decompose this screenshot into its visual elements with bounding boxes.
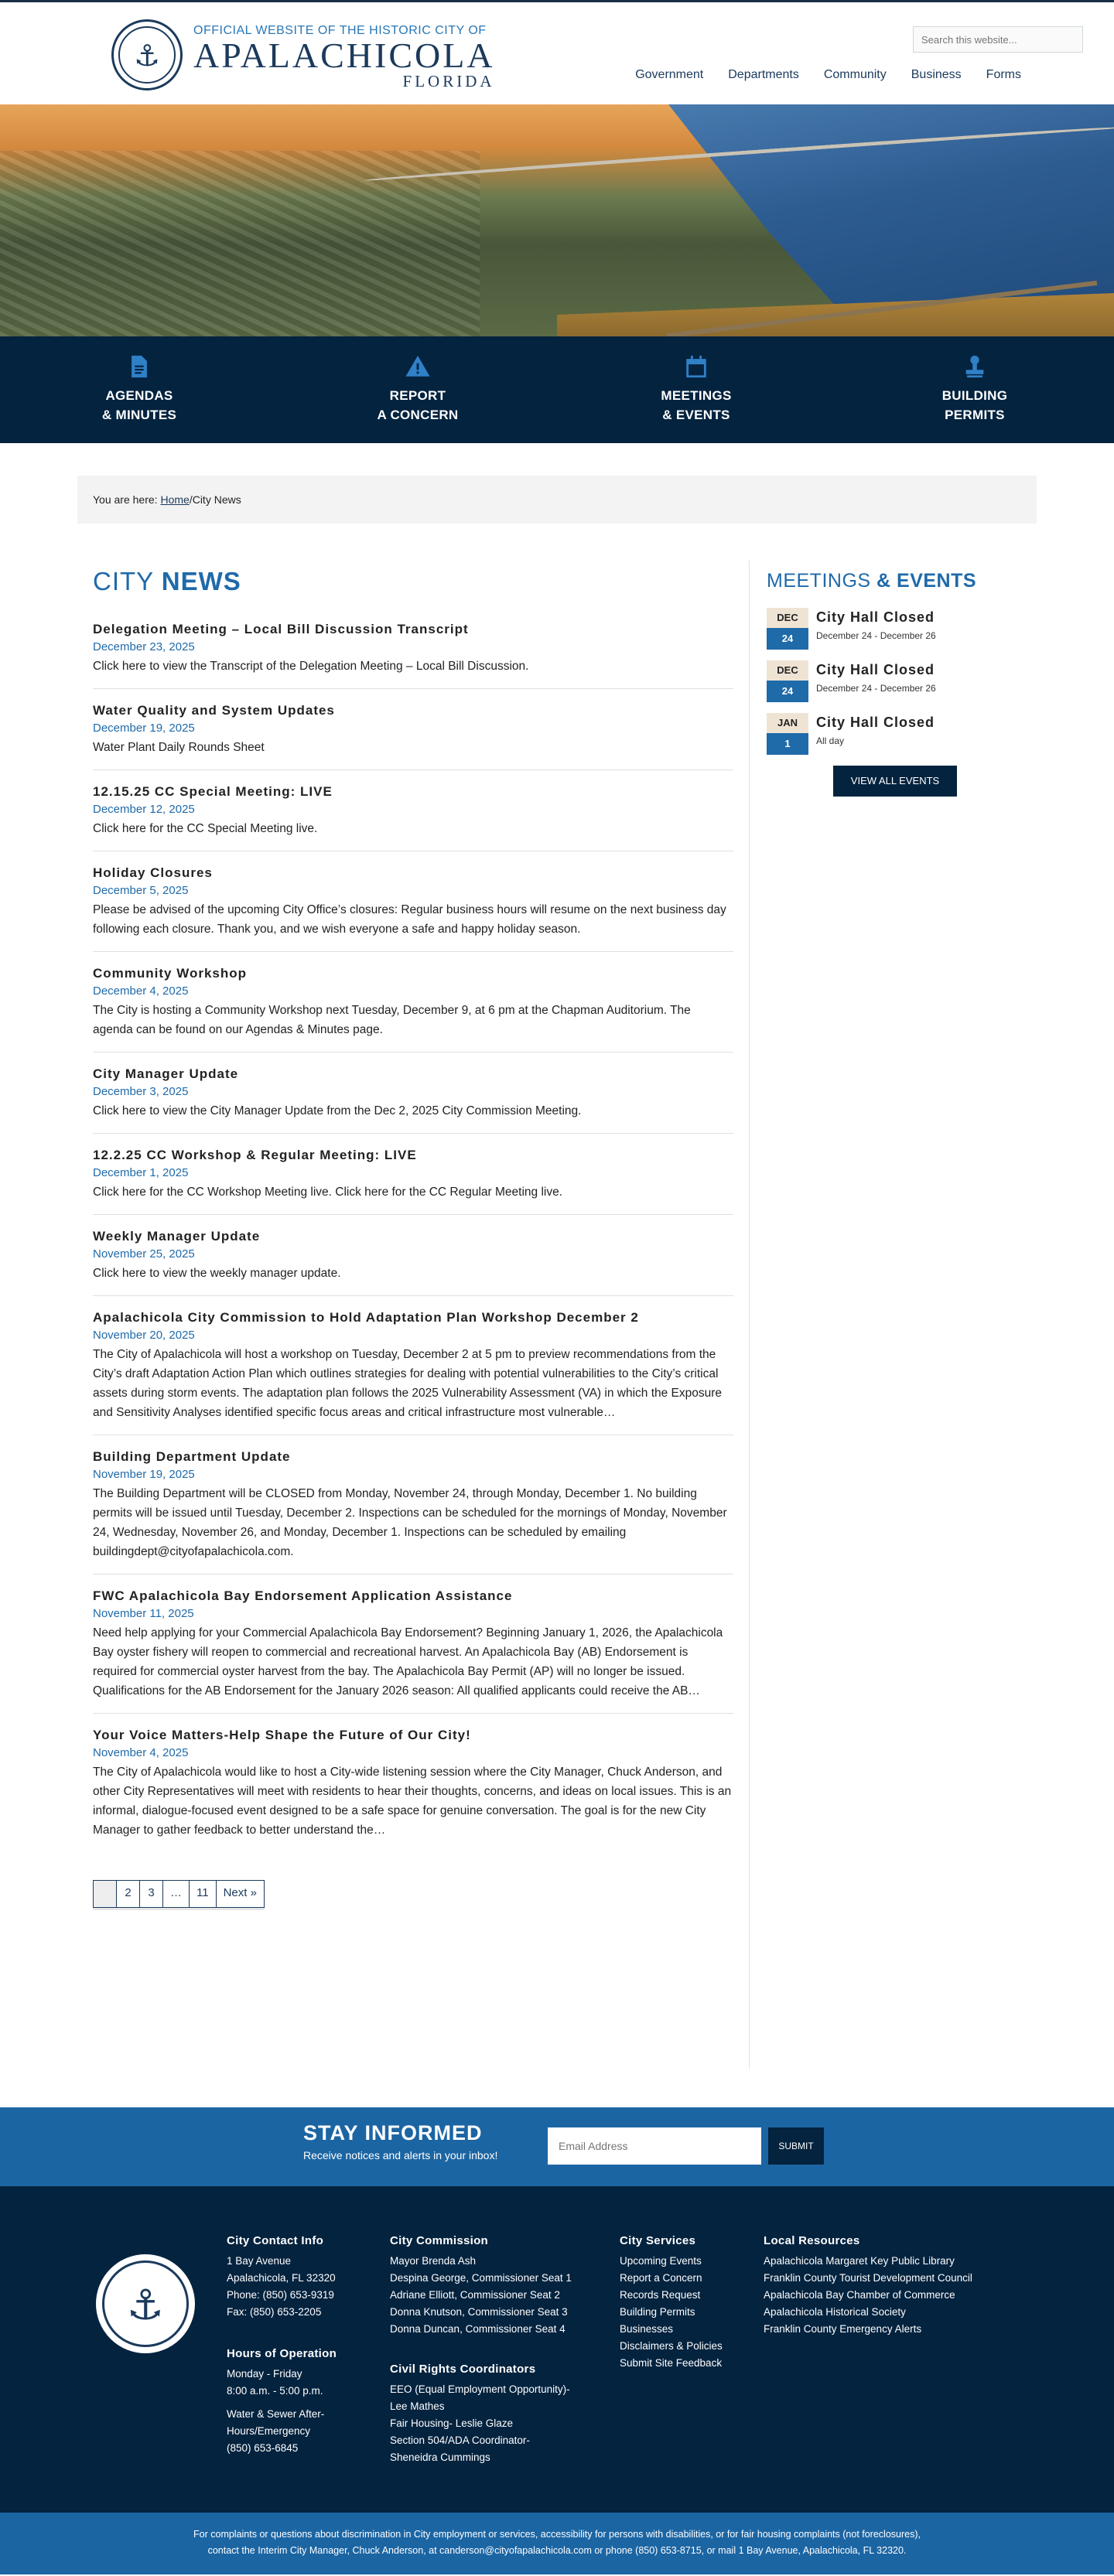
news-item-title[interactable]: Weekly Manager Update bbox=[93, 1229, 261, 1244]
warning-icon bbox=[405, 353, 431, 380]
news-item-title[interactable]: 12.2.25 CC Workshop & Regular Meeting: LIVE bbox=[93, 1148, 417, 1162]
news-item-excerpt: Water Plant Daily Rounds Sheet bbox=[93, 741, 265, 754]
logo-official-line: OFFICIAL WEBSITE OF THE HISTORIC CITY OF bbox=[193, 24, 487, 37]
footer-services bbox=[620, 2233, 751, 2372]
logo-state: FLORIDA bbox=[402, 72, 495, 90]
footer-link[interactable]: Building Permits bbox=[620, 2306, 695, 2318]
event-item[interactable] bbox=[767, 713, 1037, 755]
event-day: 24 bbox=[767, 681, 808, 702]
calendar-icon bbox=[683, 353, 709, 380]
news-item-excerpt: The City is hosting a Community Workshop next Tuesday, December 9, at 6 pm at the Chapman Auditorium. The agenda can be found on our Agendas & Minutes page. bbox=[93, 1004, 691, 1036]
footer-link[interactable]: Franklin County Tourist Development Council bbox=[764, 2272, 972, 2284]
footer-link[interactable]: Apalachicola Bay Chamber of Commerce bbox=[764, 2289, 955, 2301]
news-item bbox=[93, 1060, 733, 1134]
events-heading-bold: & EVENTS bbox=[877, 570, 977, 592]
event-title[interactable]: City Hall Closed bbox=[816, 715, 935, 730]
footer-link[interactable]: Submit Site Feedback bbox=[620, 2357, 723, 2369]
news-item-date: December 12, 2025 bbox=[93, 803, 195, 816]
footer-text: Monday - Friday bbox=[227, 2368, 302, 2380]
breadcrumb-current: City News bbox=[192, 493, 241, 506]
event-date-badge bbox=[767, 713, 808, 755]
news-item bbox=[93, 778, 733, 851]
event-title[interactable]: City Hall Closed bbox=[816, 662, 935, 677]
main-nav bbox=[610, 68, 1021, 82]
footer-link[interactable]: Upcoming Events bbox=[620, 2255, 702, 2267]
newsletter-title: STAY INFORMED bbox=[303, 2121, 483, 2144]
news-item-excerpt: The City of Apalachicola would like to host a City-wide listening session where the City Manager, Chuck Anderson, and other City Representatives will meet with residents to hear their thoughts, concerns, and ideas on local issues. This is an informal, dialogue-focused event designed to be a safe space for genuine conversation. The goal is for the new City Manager to gather feedback to better understand the… bbox=[93, 1766, 732, 1837]
city-seal-logo[interactable] bbox=[111, 19, 183, 90]
hero-image bbox=[0, 104, 1114, 336]
footer-text: Section 504/ADA Coordinator- bbox=[390, 2434, 530, 2446]
nav-forms[interactable]: Forms bbox=[986, 68, 1021, 81]
page-ellipsis: … bbox=[163, 1881, 190, 1907]
news-item-title[interactable]: Your Voice Matters-Help Shape the Future of Our City! bbox=[93, 1728, 471, 1742]
footer-text: Lee Mathes bbox=[390, 2400, 445, 2412]
quick-link-label: MEETINGS & EVENTS bbox=[661, 388, 732, 422]
event-title[interactable]: City Hall Closed bbox=[816, 609, 935, 625]
page-current bbox=[94, 1881, 117, 1907]
news-item bbox=[93, 616, 733, 689]
footer-link[interactable]: Disclaimers & Policies bbox=[620, 2340, 723, 2352]
footer-text: Adriane Elliott, Commissioner Seat 2 bbox=[390, 2289, 560, 2301]
anchor-icon: ⚓ bbox=[133, 39, 161, 73]
breadcrumb-home[interactable]: Home bbox=[160, 493, 190, 506]
news-item-date: December 23, 2025 bbox=[93, 640, 195, 653]
page-link[interactable]: 11 bbox=[190, 1881, 217, 1907]
news-item-excerpt: Click here to view the weekly manager update. bbox=[93, 1267, 341, 1280]
event-day: 1 bbox=[767, 733, 808, 755]
news-item bbox=[93, 1141, 733, 1215]
event-item[interactable] bbox=[767, 660, 1037, 702]
news-item-date: November 4, 2025 bbox=[93, 1746, 189, 1759]
news-item-excerpt: Click here to view the Transcript of the Delegation Meeting – Local Bill Discussion. bbox=[93, 660, 529, 673]
news-item-title[interactable]: Holiday Closures bbox=[93, 865, 213, 880]
news-item-excerpt: Please be advised of the upcoming City Office’s closures: Regular business hours will resume on the next business day following each closure. Thank you, and we wish everyone a safe and happy holiday season. bbox=[93, 903, 726, 936]
news-item bbox=[93, 960, 733, 1053]
news-item-date: December 3, 2025 bbox=[93, 1085, 189, 1098]
events-sidebar bbox=[749, 561, 1037, 2069]
page-title bbox=[93, 567, 733, 596]
notice-line: For complaints or questions about discrimination in City employment or services, accessibility for persons with disabilities, or for fair housing complaints (not foreclosures), bbox=[193, 2529, 921, 2540]
quick-link-building-permits[interactable] bbox=[836, 336, 1114, 443]
news-item bbox=[93, 697, 733, 770]
news-item-date: December 4, 2025 bbox=[93, 984, 189, 998]
newsletter-signup bbox=[0, 2107, 1114, 2186]
event-info bbox=[816, 713, 935, 755]
footer-text: Mayor Brenda Ash bbox=[390, 2255, 477, 2267]
footer-text: Phone: (850) 653-9319 bbox=[227, 2289, 334, 2301]
footer-link[interactable]: Records Request bbox=[620, 2289, 701, 2301]
event-info bbox=[816, 608, 936, 650]
news-item-date: November 20, 2025 bbox=[93, 1329, 195, 1342]
news-list bbox=[93, 616, 733, 1852]
footer-commission bbox=[390, 2233, 607, 2338]
footer-text: Donna Knutson, Commissioner Seat 3 bbox=[390, 2306, 568, 2318]
stamp-icon bbox=[962, 353, 988, 380]
news-item-excerpt: The Building Department will be CLOSED from Monday, November 24, through Monday, December 1. No building permits will be issued until Tuesday, December 2. Inspections can be scheduled for the mornings of Monday, November 24, Wednesday, November 26, and Monday, December 1. Inspections can be scheduled by emailing buildingdept@cityofapalachicola.com. bbox=[93, 1487, 727, 1558]
footer-heading: City Commission bbox=[390, 2234, 489, 2247]
footer-text: EEO (Equal Employment Opportunity)- bbox=[390, 2383, 570, 2395]
event-month: DEC bbox=[767, 660, 808, 681]
footer-civil-rights bbox=[390, 2361, 607, 2466]
quick-link-meetings-events[interactable] bbox=[557, 336, 836, 443]
footer-text: Hours/Emergency bbox=[227, 2425, 311, 2437]
news-item-date: November 11, 2025 bbox=[93, 1607, 194, 1620]
site-header bbox=[0, 2, 1114, 104]
footer-text: Apalachicola, FL 32320 bbox=[227, 2272, 336, 2284]
site-footer bbox=[0, 2186, 1114, 2513]
event-month: DEC bbox=[767, 608, 808, 628]
footer-contact bbox=[227, 2233, 366, 2321]
footer-link[interactable]: Report a Concern bbox=[620, 2272, 702, 2284]
footer-heading: Hours of Operation bbox=[227, 2347, 337, 2360]
logo-city-name: APALACHICOLA bbox=[193, 36, 495, 75]
news-item bbox=[93, 859, 733, 952]
page-link[interactable]: 2 bbox=[117, 1881, 140, 1907]
quick-links-bar bbox=[0, 336, 1114, 443]
quick-link-label: BUILDING PERMITS bbox=[941, 388, 1008, 422]
footer-text: Despina George, Commissioner Seat 1 bbox=[390, 2272, 572, 2284]
footer-resources bbox=[764, 2233, 1011, 2338]
footer-text: Water & Sewer After- bbox=[227, 2408, 325, 2420]
news-item-date: November 25, 2025 bbox=[93, 1247, 195, 1261]
nav-community[interactable]: Community bbox=[823, 68, 887, 81]
footer-link[interactable]: Apalachicola Margaret Key Public Library bbox=[764, 2255, 955, 2267]
event-date-badge bbox=[767, 608, 808, 650]
footer-link[interactable]: Businesses bbox=[620, 2323, 674, 2335]
newsletter-subtitle: Receive notices and alerts in your inbox! bbox=[303, 2149, 498, 2161]
news-item-title[interactable]: Water Quality and System Updates bbox=[93, 703, 335, 718]
footer-link[interactable]: Apalachicola Historical Society bbox=[764, 2306, 906, 2318]
page-title-light: CITY bbox=[93, 567, 162, 595]
footer-heading: City Contact Info bbox=[227, 2234, 324, 2247]
quick-link-report-concern[interactable] bbox=[278, 336, 557, 443]
footer-text: 1 Bay Avenue bbox=[227, 2255, 292, 2267]
news-column bbox=[77, 524, 749, 2069]
email-field[interactable] bbox=[548, 2127, 761, 2165]
news-item-title[interactable]: FWC Apalachicola Bay Endorsement Application Assistance bbox=[93, 1588, 513, 1603]
event-day: 24 bbox=[767, 628, 808, 650]
news-item-excerpt: Need help applying for your Commercial Apalachicola Bay Endorsement? Beginning January 1, 2026, the Apalachicola Bay oyster fishery will reopen to commercial and recreational harvest. An Apalachicola Bay (AB) Endorsement is required for commercial oyster harvest from the bay. The Apalachicola Bay Permit (AP) will no longer be issued. Qualifications for the AB Endorsement for the January 2026 season: All qualified applicants could receive the AB… bbox=[93, 1626, 723, 1697]
news-item-excerpt: Click here for the CC Special Meeting live. bbox=[93, 822, 318, 835]
footer-text: Sheneidra Cummings bbox=[390, 2451, 490, 2463]
news-item-excerpt: Click here to view the City Manager Update from the Dec 2, 2025 City Commission Meeting. bbox=[93, 1104, 582, 1117]
footer-text: Donna Duncan, Commissioner Seat 4 bbox=[390, 2323, 566, 2335]
event-date-range: December 24 - December 26 bbox=[816, 630, 936, 641]
footer-hours bbox=[227, 2346, 366, 2457]
news-item-date: December 5, 2025 bbox=[93, 884, 189, 897]
footer-heading: Local Resources bbox=[764, 2234, 860, 2247]
event-item[interactable] bbox=[767, 608, 1037, 650]
event-date-badge bbox=[767, 660, 808, 702]
footer-text: 8:00 a.m. - 5:00 p.m. bbox=[227, 2385, 323, 2397]
document-icon bbox=[126, 353, 152, 380]
quick-link-label: REPORT A CONCERN bbox=[377, 388, 459, 422]
footer-heading: Civil Rights Coordinators bbox=[390, 2363, 536, 2376]
footer-text: Fair Housing- Leslie Glaze bbox=[390, 2417, 514, 2429]
news-item bbox=[93, 1223, 733, 1296]
footer-link[interactable]: Franklin County Emergency Alerts bbox=[764, 2323, 922, 2335]
news-item-title[interactable]: Apalachicola City Commission to Hold Adaptation Plan Workshop December 2 bbox=[93, 1310, 639, 1325]
news-item-date: November 19, 2025 bbox=[93, 1468, 195, 1481]
anchor-icon: ⚓ bbox=[126, 2281, 165, 2329]
nav-government[interactable]: Government bbox=[635, 68, 704, 81]
breadcrumb-prefix: You are here: bbox=[93, 493, 158, 506]
page-link[interactable]: 3 bbox=[140, 1881, 163, 1907]
news-item-title[interactable]: Community Workshop bbox=[93, 966, 248, 981]
news-item-title[interactable]: Building Department Update bbox=[93, 1449, 291, 1464]
breadcrumb-separator: / bbox=[189, 493, 193, 506]
events-heading bbox=[767, 570, 1037, 592]
news-item-excerpt: Click here for the CC Workshop Meeting live. Click here for the CC Regular Meeting live. bbox=[93, 1186, 563, 1199]
news-item-title[interactable]: City Manager Update bbox=[93, 1066, 239, 1081]
footer-text: (850) 653-6845 bbox=[227, 2442, 299, 2454]
news-item bbox=[93, 1721, 733, 1852]
page-title-bold: NEWS bbox=[161, 567, 241, 595]
quick-link-label: AGENDAS & MINUTES bbox=[101, 388, 177, 422]
main-content bbox=[77, 524, 1037, 2069]
news-item-excerpt: The City of Apalachicola will host a workshop on Tuesday, December 2 at 5 pm to preview recommendations from the City’s draft Adaptation Action Plan which outlines strategies for dealing with potential vulnerabilities to the City’s critical assets during storm events. The adaptation plan follows the 2025 Vulnerability Assessment (VA) in which the Exposure and Sensitivity Analyses identified specific focus areas and critical infrastructure most vulnerable… bbox=[93, 1348, 723, 1419]
search-input[interactable] bbox=[913, 26, 1083, 53]
event-date-range: December 24 - December 26 bbox=[816, 683, 936, 694]
news-item bbox=[93, 1582, 733, 1714]
pagination bbox=[93, 1880, 265, 1908]
footer-text: Fax: (850) 653-2205 bbox=[227, 2306, 322, 2318]
news-item-date: December 1, 2025 bbox=[93, 1166, 189, 1179]
nondiscrimination-notice bbox=[0, 2513, 1114, 2574]
news-item bbox=[93, 1304, 733, 1435]
breadcrumb bbox=[77, 476, 1037, 524]
event-info bbox=[816, 660, 936, 702]
notice-line: contact the Interim City Manager, Chuck Anderson, at canderson@cityofapalachicola.com or phone (850) 653-8715, or mail 1 Bay Avenue, Apalachicola, FL 32320. bbox=[207, 2545, 907, 2556]
submit-button[interactable]: SUBMIT bbox=[768, 2127, 824, 2165]
footer-city-seal bbox=[96, 2254, 195, 2353]
events-heading-light: MEETINGS bbox=[767, 570, 877, 592]
event-month: JAN bbox=[767, 713, 808, 733]
event-date-range: All day bbox=[816, 735, 845, 746]
news-item-title[interactable]: 12.15.25 CC Special Meeting: LIVE bbox=[93, 784, 333, 799]
news-item-title[interactable]: Delegation Meeting – Local Bill Discussion Transcript bbox=[93, 622, 469, 636]
footer-heading: City Services bbox=[620, 2234, 696, 2247]
news-item-date: December 19, 2025 bbox=[93, 722, 195, 735]
quick-link-agendas[interactable] bbox=[0, 336, 278, 443]
next-page-link[interactable]: Next » bbox=[223, 1886, 257, 1899]
news-item bbox=[93, 1443, 733, 1575]
nav-business[interactable]: Business bbox=[911, 68, 962, 81]
view-all-events-button[interactable]: VIEW ALL EVENTS bbox=[833, 766, 957, 797]
events-list bbox=[767, 608, 1037, 755]
site-logo-text[interactable] bbox=[193, 24, 495, 89]
nav-departments[interactable]: Departments bbox=[728, 68, 799, 81]
